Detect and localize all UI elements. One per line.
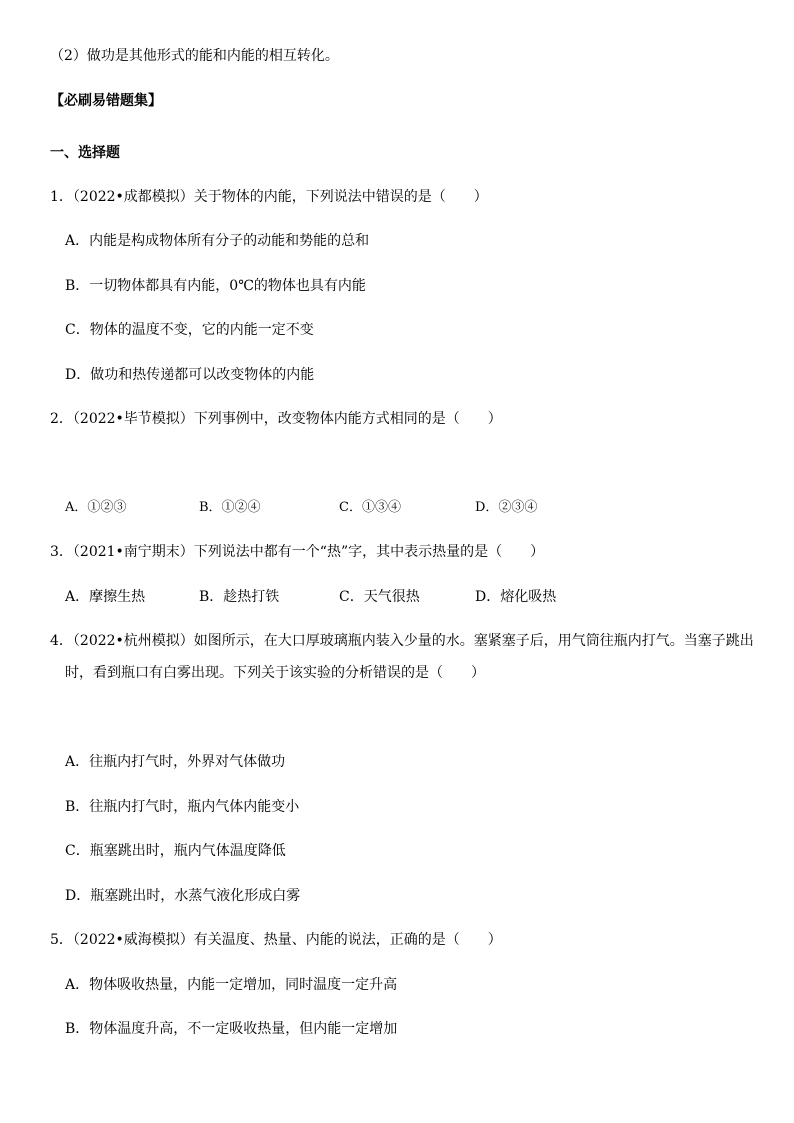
question-3-option-d: D．熔化吸热 <box>475 589 557 605</box>
question-5-option-a: A．物体吸收热量，内能一定增加，同时温度一定升高 <box>65 977 398 993</box>
question-3-options <box>0 587 794 607</box>
question-4-stem-line-1: 4．（2022•杭州模拟）如图所示，在大口厚玻璃瓶内装入少量的水。塞紧塞子后，用气筒往瓶内打气。当塞子跳出 <box>50 633 754 649</box>
question-1-stem: 1．（2022•成都模拟）关于物体的内能，下列说法中错误的是（ ） <box>50 189 488 205</box>
question-4-option-d: D．瓶塞跳出时，水蒸气液化形成白雾 <box>65 888 301 904</box>
question-1-option-c: C．物体的温度不变，它的内能一定不变 <box>65 322 314 338</box>
question-2-options <box>0 498 794 518</box>
question-3-option-c: C．天气很热 <box>339 589 420 605</box>
question-4-option-b: B．往瓶内打气时，瓶内气体内能变小 <box>65 799 300 815</box>
section-subtitle: 一、选择题 <box>50 145 120 161</box>
question-4-option-c: C．瓶塞跳出时，瓶内气体温度降低 <box>65 843 286 859</box>
intro-point-2: （2）做功是其他形式的能和内能的相互转化。 <box>50 48 339 64</box>
question-2-option-a: A．①②③ <box>65 500 127 515</box>
question-4-stem-line-2: 时，看到瓶口有白雾出现。下列关于该实验的分析错误的是（ ） <box>65 665 485 681</box>
question-1-option-b: B．一切物体都具有内能，0℃的物体也具有内能 <box>65 278 366 294</box>
question-3-option-b: B．趁热打铁 <box>199 589 280 605</box>
question-5-option-b: B．物体温度升高，不一定吸收热量，但内能一定增加 <box>65 1021 398 1037</box>
question-1-option-a: A．内能是构成物体所有分子的动能和势能的总和 <box>65 233 370 249</box>
question-2-option-c: C．①③④ <box>339 500 401 515</box>
question-1-option-d: D．做功和热传递都可以改变物体的内能 <box>65 367 315 383</box>
question-2-option-b: B．①②④ <box>199 500 261 515</box>
question-2-option-d: D．②③④ <box>475 500 538 515</box>
question-3-stem: 3．（2021•南宁期末）下列说法中都有一个“热”字，其中表示热量的是（ ） <box>50 544 545 560</box>
question-5-stem: 5．（2022•威海模拟）有关温度、热量、内能的说法，正确的是（ ） <box>50 932 502 948</box>
question-2-stem: 2．（2022•毕节模拟）下列事例中，改变物体内能方式相同的是（ ） <box>50 411 502 427</box>
section-title: 【必刷易错题集】 <box>50 93 162 109</box>
question-4-option-a: A．往瓶内打气时，外界对气体做功 <box>65 754 286 770</box>
question-3-option-a: A．摩擦生热 <box>65 589 146 605</box>
